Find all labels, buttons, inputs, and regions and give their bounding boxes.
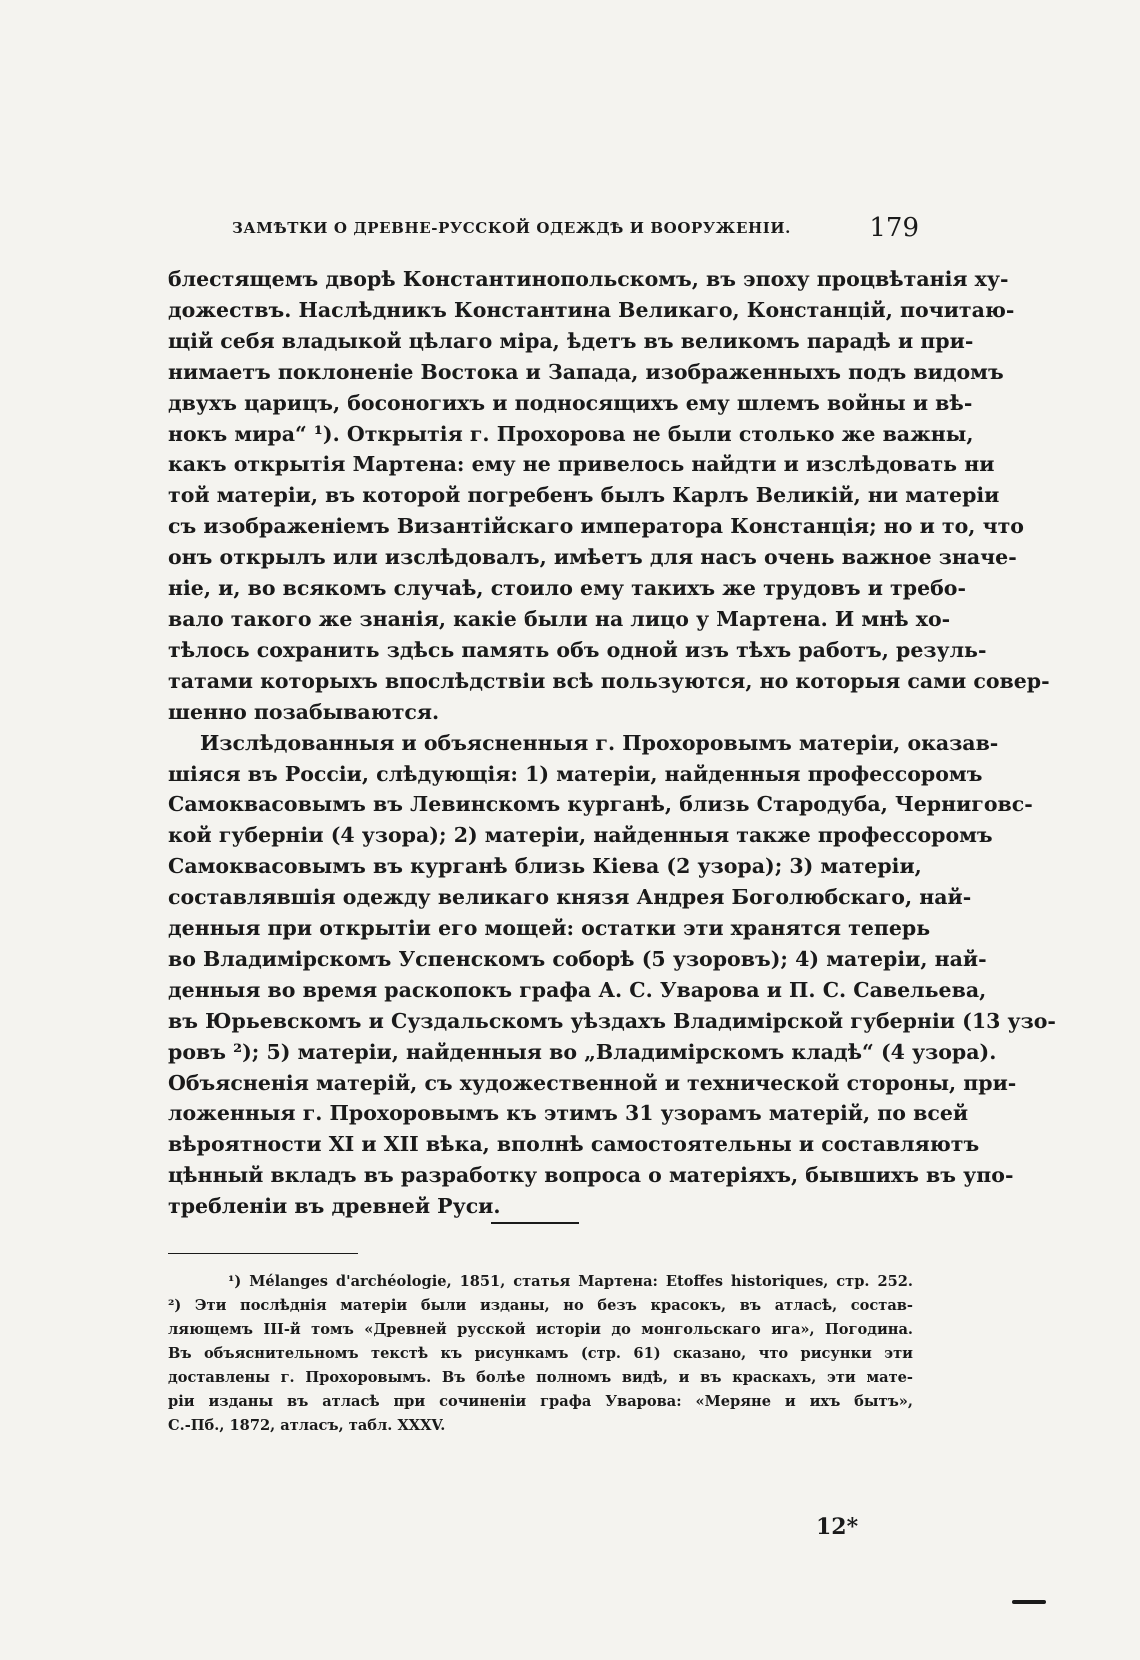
text-line: нимаетъ поклоненіе Востока и Запада, изображенныхъ подъ видомъ [168, 359, 1004, 384]
footnotes [168, 1270, 913, 1438]
text-line: онъ открылъ или изслѣдовалъ, имѣетъ для насъ очень важное значе- [168, 545, 1017, 570]
footnote-rule [168, 1253, 358, 1254]
text-line: Самоквасовымъ въ Левинскомъ курганѣ, близь Стародуба, Черниговс- [168, 792, 1033, 817]
footnote-2-line: Въ объяснительномъ текстѣ къ рисункамъ (стр. 61) сказано, что рисунки эти [168, 1345, 913, 1362]
text-line: требленіи въ древней Руси. [168, 1194, 501, 1219]
running-title: ЗАМѢТКИ О ДРЕВНЕ-РУССКОЙ ОДЕЖДѢ И ВООРУЖЕНІИ. [232, 219, 791, 237]
text-line: Самоквасовымъ въ курганѣ близь Кіева (2 узора); 3) матеріи, [168, 854, 922, 879]
text-line: цѣнный вкладъ въ разработку вопроса о матеріяхъ, бывшихъ въ упо- [168, 1163, 1014, 1188]
footnote-2-line: ріи изданы въ атласѣ при сочиненіи графа Уварова: «Меряне и ихъ бытъ», [168, 1393, 913, 1410]
text-line: ровъ ²); 5) матеріи, найденныя во „Владимірскомъ кладѣ“ (4 узора). [168, 1039, 997, 1064]
text-line: шіяся въ Россіи, слѣдующія: 1) матеріи, найденныя профессоромъ [168, 761, 983, 786]
text-line: въ Юрьевскомъ и Суздальскомъ уѣздахъ Владимірской губерніи (13 узо- [168, 1008, 1056, 1033]
text-line: Объясненія матерій, съ художественной и технической стороны, при- [168, 1070, 1017, 1095]
text-line: во Владимірскомъ Успенскомъ соборѣ (5 узоровъ); 4) матеріи, най- [168, 946, 987, 971]
text-line: ложенныя г. Прохоровымъ къ этимъ 31 узорамъ матерій, по всей [168, 1101, 969, 1126]
text-line: денныя во время раскопокъ графа А. С. Уварова и П. С. Савельева, [168, 977, 987, 1002]
text-line: блестящемъ дворѣ Константинопольскомъ, въ эпоху процвѣтанія ху- [168, 267, 1009, 291]
text-line: кой губерніи (4 узора); 2) матеріи, найденныя также профессоромъ [168, 823, 993, 848]
footnote-2-line: С.-Пб., 1872, атласъ, табл. XXXV. [168, 1417, 446, 1434]
text-line: дожествъ. Наслѣдникъ Константина Великаго, Констанцій, почитаю- [168, 297, 1015, 322]
footnote-2-line: доставлены г. Прохоровымъ. Въ болѣе полномъ видѣ, и въ краскахъ, эти мате- [168, 1369, 913, 1386]
text-line: денныя при открытіи его мощей: остатки эти хранятся теперь [168, 916, 931, 941]
text-line: двухъ царицъ, босоногихъ и подносящихъ ему шлемъ войны и вѣ- [168, 390, 973, 415]
text-line: шенно позабываются. [168, 699, 440, 724]
text-line: какъ открытія Мартена: ему не привелось найдти и изслѣдовать ни [168, 452, 995, 477]
footnote-2-line: ²) Эти послѣднія матеріи были изданы, но безъ красокъ, въ атласѣ, состав- [168, 1297, 913, 1314]
footnote-1: ¹) Mélanges d'archéologie, 1851, статья Мартена: Etoffes historiques, стр. 252. [228, 1273, 913, 1290]
text-line: той матеріи, въ которой погребенъ былъ Карлъ Великій, ни матеріи [168, 483, 1000, 508]
text-line: щій себя владыкой цѣлаго міра, ѣдетъ въ великомъ парадѣ и при- [168, 328, 974, 353]
paragraph-2 [168, 728, 1056, 1223]
text-line: вѣроятности XI и XII вѣка, вполнѣ самостоятельны и составляютъ [168, 1132, 980, 1157]
main-text [168, 264, 1056, 1222]
paragraph-1 [168, 264, 1050, 728]
text-line: вало такого же знанія, какіе были на лицо у Мартена. И мнѣ хо- [168, 606, 951, 631]
text-line: составлявшія одежду великаго князя Андрея Боголюбскаго, най- [168, 885, 972, 910]
text-line: тѣлось сохранить здѣсь память объ одной изъ тѣхъ работъ, резуль- [168, 637, 987, 662]
text-line: ніе, и, во всякомъ случаѣ, стоило ему такихъ же трудовъ и требо- [168, 576, 966, 601]
scan-edge-mark [1012, 1600, 1046, 1604]
text-line: нокъ мира“ ¹). Открытія г. Прохорова не были столько же важны, [168, 421, 974, 446]
running-header [216, 214, 919, 242]
footnote-2-line: ляющемъ III-й томъ «Древней русской исторіи до монгольскаго ига», Погодина. [168, 1321, 913, 1338]
section-divider [491, 1222, 579, 1224]
text-line: Изслѣдованныя и объясненныя г. Прохоровымъ матеріи, оказав- [200, 730, 999, 755]
text-line: съ изображеніемъ Византійскаго императора Констанція; но и то, что [168, 514, 1024, 539]
printer-signature: 12* [816, 1514, 859, 1540]
page-number: 179 [869, 213, 919, 243]
text-line: татами которыхъ впослѣдствіи всѣ пользуются, но которыя сами совер- [168, 668, 1050, 693]
